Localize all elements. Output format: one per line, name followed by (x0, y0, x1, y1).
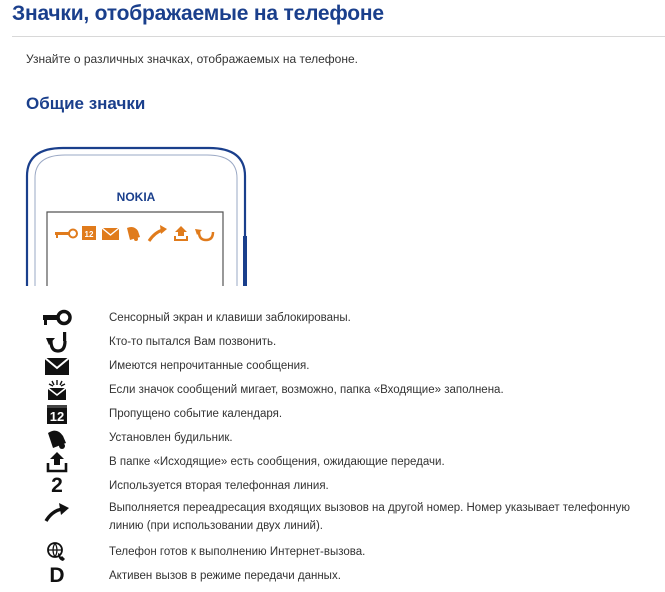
flashing-envelope-icon (40, 379, 74, 401)
calendar-icon (40, 403, 74, 425)
call-divert-icon (40, 501, 74, 523)
icon-description: Телефон готов к выполнению Интернет-вызова. (109, 546, 366, 558)
phone-illustration (25, 146, 247, 286)
icon-description: Имеются непрочитанные сообщения. (109, 360, 310, 372)
internet-call-icon (40, 541, 74, 563)
svg-text:12: 12 (84, 230, 94, 239)
icon-description: Установлен будильник. (109, 432, 233, 444)
icon-description: В папке «Исходящие» есть сообщения, ожидающие передачи. (109, 456, 445, 468)
icon-description: Сенсорный экран и клавиши заблокированы. (109, 312, 351, 324)
section-title: Общие значки (26, 94, 146, 113)
screen-call-divert-icon (149, 225, 167, 241)
icon-description: Кто-то пытался Вам позвонить. (109, 336, 277, 348)
icon-description: Выполняется переадресация входящих вызовов на другой номер. Номер указывает телефонную линию (при использовании двух линий). (109, 502, 630, 532)
icon-description: Используется вторая телефонная линия. (109, 480, 329, 492)
screen-outbox-upload-icon (175, 226, 187, 240)
screen-lock-key-icon (55, 230, 77, 239)
icon-description: Если значок сообщений мигает, возможно, папка «Входящие» заполнена. (109, 384, 504, 396)
screen-alarm-bell-icon (127, 227, 140, 241)
lock-key-icon (40, 307, 74, 329)
intro-text: Узнайте о различных значках, отображаемых на телефоне. (26, 52, 358, 66)
page-title: Значки, отображаемые на телефоне (12, 2, 384, 25)
screen-calendar-icon (82, 226, 96, 240)
line-two-icon: 2 (51, 474, 63, 497)
icon-description: Активен вызов в режиме передачи данных. (109, 570, 341, 582)
svg-text:12: 12 (49, 409, 65, 424)
title-divider (12, 36, 665, 37)
outbox-upload-icon (40, 451, 74, 473)
phone-brand-text: NOKIA (116, 190, 156, 204)
data-call-icon: D (49, 564, 65, 587)
icon-description: Пропущено событие календаря. (109, 408, 283, 420)
screen-missed-call-icon (195, 229, 213, 240)
missed-call-icon (40, 331, 74, 353)
alarm-bell-icon (40, 427, 74, 449)
envelope-icon (40, 355, 74, 377)
screen-envelope-icon (102, 228, 119, 240)
